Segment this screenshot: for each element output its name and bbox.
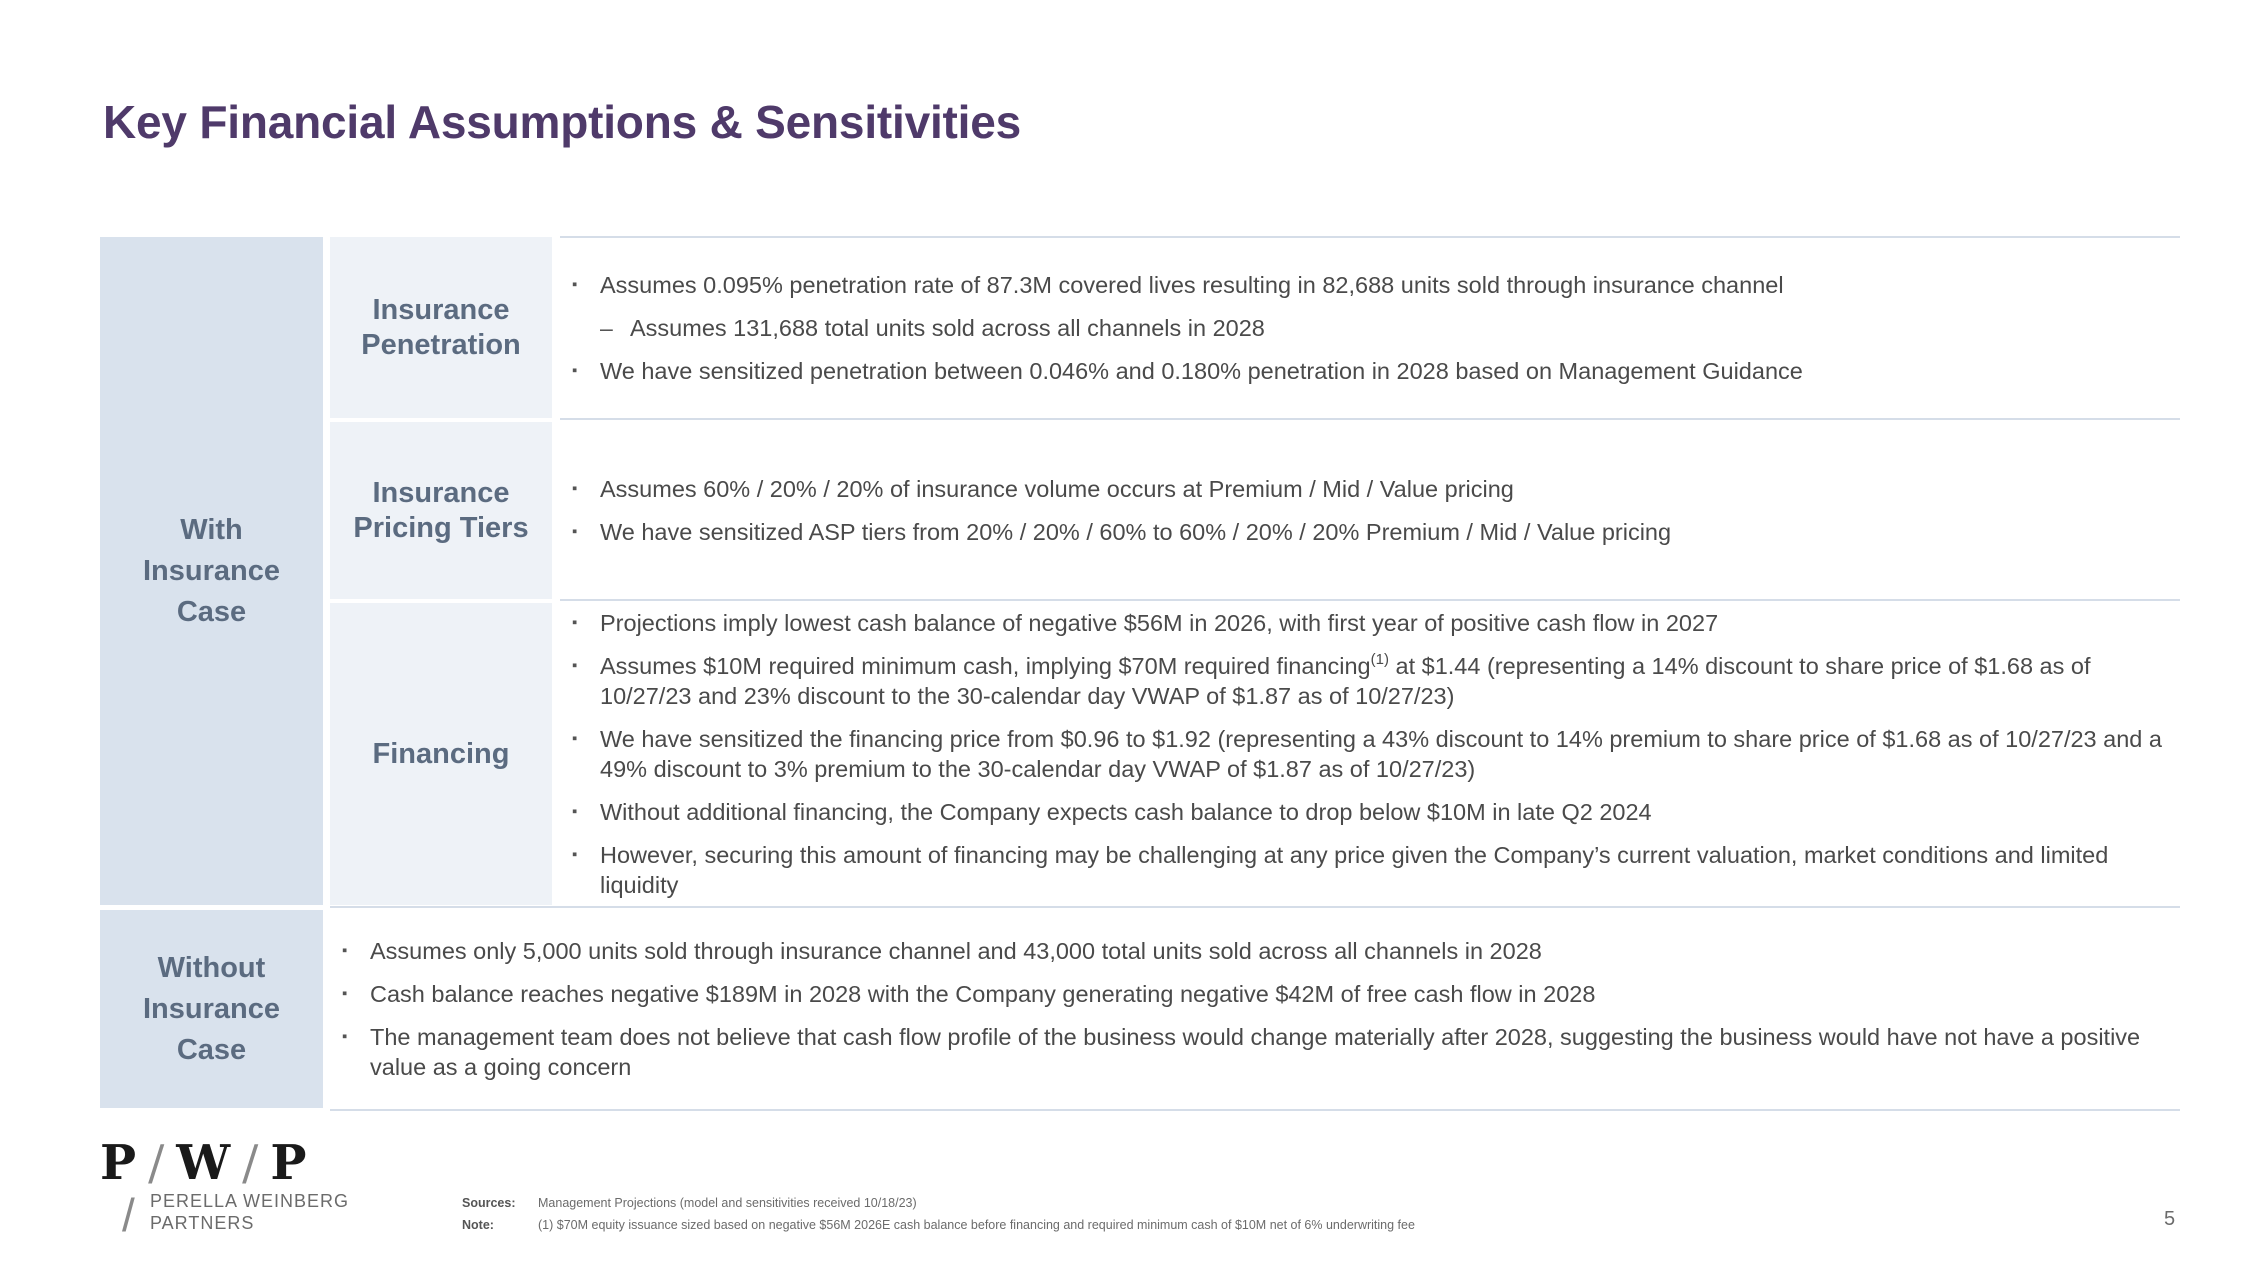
list-item: ▪ Assumes 60% / 20% / 20% of insurance volume occurs at Premium / Mid / Value pricing xyxy=(572,476,1514,502)
logo-slash-icon: / xyxy=(122,1189,135,1241)
insurance-pricing-tiers-label: Insurance Pricing Tiers xyxy=(330,422,552,599)
list-item: ▪ Assumes 0.095% penetration rate of 87.3M covered lives resulting in 82,688 units sold through insurance channel xyxy=(572,271,1784,298)
footnotes: Sources: Management Projections (model and sensitivities received 10/18/23) Note: (1) $70M equity issuance sized based on negative $56M 2026E cash balance before financing and required minimum cash of $10M net of 6% underwriting fee xyxy=(462,1196,1415,1232)
insurance-penetration-label: Insurance Penetration xyxy=(330,237,552,418)
insurance-pricing-tiers-content xyxy=(560,422,2180,599)
bullet-icon: ▪ xyxy=(572,730,578,747)
list-item: ▪ Assumes only 5,000 units sold through insurance channel and 43,000 total units sold across all channels in 2028 xyxy=(342,938,1542,964)
divider xyxy=(560,599,2180,601)
bullet-icon: ▪ xyxy=(342,1028,348,1045)
bullet-icon: ▪ xyxy=(572,275,578,293)
pwp-logo: P / W / P xyxy=(100,1135,309,1191)
page-title: Key Financial Assumptions & Sensitivities xyxy=(103,96,1022,148)
page-number: 5 xyxy=(2164,1208,2176,1230)
divider xyxy=(560,418,2180,420)
bullet-icon: ▪ xyxy=(572,614,578,631)
list-item: ▪ Assumes $10M required minimum cash, implying $70M required financing$^{(1)}$ at $1.44 (representing a 14% discount to share price of $1.68 as of 10/27/23 and 23% discount to the 30-calendar day VWAP of $1.87 as of 10/27/23) xyxy=(572,651,2091,709)
list-item: ▪ We have sensitized penetration between 0.046% and 0.180% penetration in 2028 based on Management Guidance xyxy=(572,357,1803,384)
bullet-icon: ▪ xyxy=(572,803,578,820)
list-item: ▪ However, securing this amount of financing may be challenging at any price given the Company’s current valuation, market conditions and limited liquidity xyxy=(572,842,2109,898)
divider xyxy=(330,906,2180,908)
list-item: ▪ Cash balance reaches negative $189M in 2028 with the Company generating negative $42M of free cash flow in 2028 xyxy=(342,981,1596,1007)
bullet-icon: ▪ xyxy=(572,480,578,497)
footnote-marker: (1) xyxy=(1370,651,1389,668)
list-item: ▪ The management team does not believe that cash flow profile of the business would change materially after 2028, suggesting the business would have not have a positive value as a going concern xyxy=(342,1024,2141,1080)
bullet-icon: ▪ xyxy=(342,985,348,1002)
insurance-penetration-content xyxy=(560,237,2180,418)
divider xyxy=(330,1109,2180,1111)
list-item: ▪ Projections imply lowest cash balance of negative $56M in 2026, with first year of positive cash flow in 2027 xyxy=(572,610,1719,636)
with-insurance-case-label: With Insurance Case xyxy=(100,237,323,905)
list-item: – Assumes 131,688 total units sold across all channels in 2028 xyxy=(600,314,1265,341)
bullet-icon: ▪ xyxy=(342,942,348,959)
divider xyxy=(560,236,2180,238)
bullet-icon: ▪ xyxy=(572,657,578,674)
logo-company-name: PERELLA WEINBERG PARTNERS xyxy=(150,1191,350,1233)
list-item: ▪ We have sensitized the financing price from $0.96 to $1.92 (representing a 43% discount to 14% premium to share price of $1.68 as of 10/27/23 and a 49% discount to 3% premium to the 30-calendar day VWAP of $1.87 as of 10/27/23) xyxy=(572,726,2162,782)
financing-content xyxy=(560,603,2180,905)
bullet-icon: ▪ xyxy=(572,523,578,540)
without-insurance-case-content xyxy=(330,910,2180,1108)
without-insurance-case-label: Without Insurance Case xyxy=(100,910,323,1108)
dash-icon: – xyxy=(600,314,613,341)
list-item: ▪ Without additional financing, the Company expects cash balance to drop below $10M in late Q2 2024 xyxy=(572,799,1652,825)
bullet-icon: ▪ xyxy=(572,846,578,863)
bullet-icon: ▪ xyxy=(572,361,578,379)
list-item: ▪ We have sensitized ASP tiers from 20% / 20% / 60% to 60% / 20% / 20% Premium / Mid / Value pricing xyxy=(572,519,1672,545)
financing-label: Financing xyxy=(330,603,552,905)
